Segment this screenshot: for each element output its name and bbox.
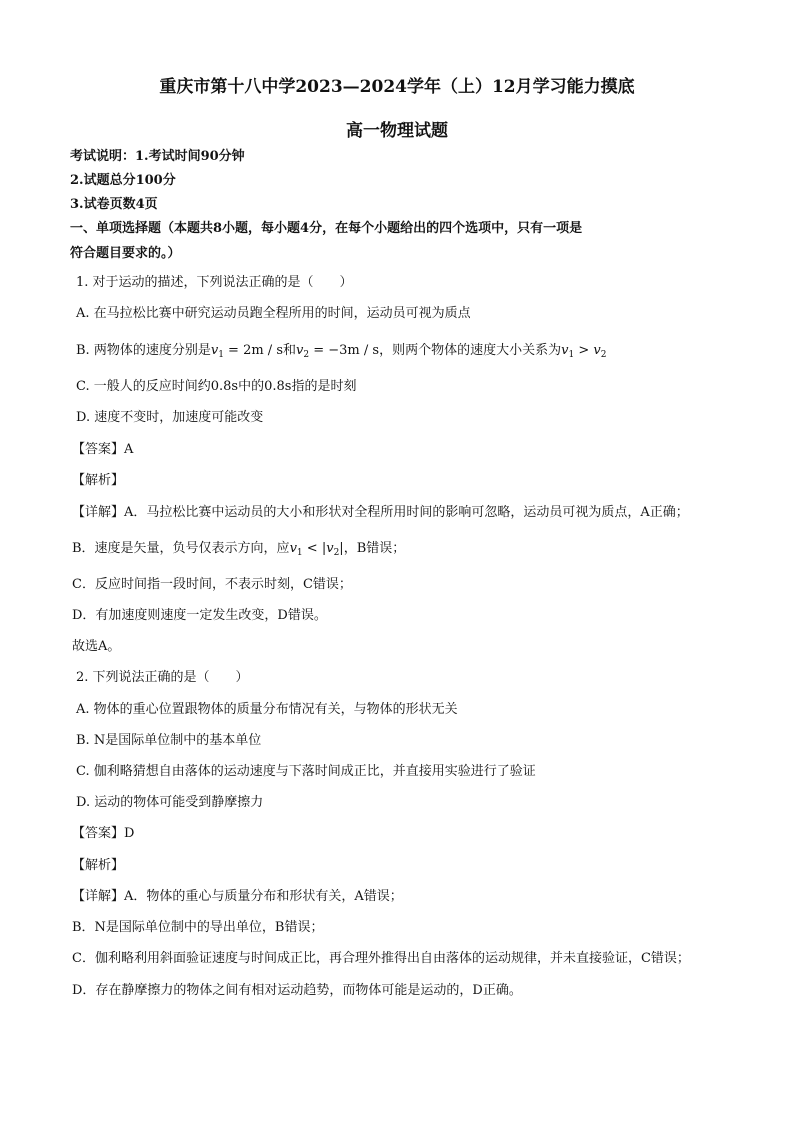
q1-detail-b-close: | [339, 541, 344, 556]
document-title: 重庆市第十八中学2023—2024学年（上）12月学习能力摸底 [159, 77, 635, 97]
section-heading-cont: 符合题目要求的。） [70, 246, 181, 261]
document-subtitle: 高一物理试题 [346, 121, 448, 141]
q1-option-b-v1-value: = 2m / s [223, 343, 283, 358]
q1-detail-b-op: < | [302, 541, 327, 556]
q2-option-b: B. N是国际单位制中的基本单位 [76, 733, 262, 748]
q1-detail-d: D．有加速度则速度一定发生改变，D错误。 [72, 608, 327, 623]
q1-option-b-rel-v2: v [593, 343, 601, 358]
q1-option-b-v2: v [296, 343, 304, 358]
q1-detail-b-v1: v [289, 541, 297, 556]
q1-option-b-rel-sub1: 1 [568, 350, 575, 360]
q1-option-a: A. 在马拉松比赛中研究运动员跑全程所用的时间，运动员可视为质点 [76, 306, 471, 321]
q1-detail-b-post: ，B错误； [343, 541, 406, 556]
q1-conclusion: 故选A。 [72, 639, 121, 654]
q2-detail-c: C．伽利略利用斜面验证速度与时间成正比，再合理外推得出自由落体的运动规律，并未直接验证，C错误； [72, 951, 690, 966]
q1-option-b-rel-op: > [574, 343, 594, 358]
q1-detail-c: C．反应时间指一段时间，不表示时刻，C错误； [72, 577, 352, 592]
q1-option-d: D. 速度不变时，加速度可能改变 [76, 410, 264, 425]
q1-option-b-v1-sub: 1 [218, 350, 224, 360]
q1-option-b-rel-v1: v [561, 343, 569, 358]
q1-answer: 【答案】A [72, 442, 134, 457]
q1-option-b-v2-value: = −3m / s [309, 343, 380, 358]
q2-stem: 2. 下列说法正确的是（ ） [76, 670, 249, 685]
q2-answer: 【答案】D [72, 826, 135, 841]
q1-option-b-post: ，则两个物体的速度大小关系为 [379, 343, 562, 358]
q1-detail-b-v2-sub: 2 [333, 548, 340, 558]
q1-option-b-v1: v [210, 343, 219, 358]
q2-option-a: A. 物体的重心位置跟物体的质量分布情况有关，与物体的形状无关 [76, 702, 458, 717]
q1-detail-b [72, 540, 405, 562]
q1-analysis-label: 【解析】 [72, 473, 125, 488]
q1-option-b-v2-sub: 2 [303, 350, 310, 360]
q2-detail-d: D．存在静摩擦力的物体之间有相对运动趋势，而物体可能是运动的，D正确。 [72, 983, 522, 998]
instruction-pages: 3.试卷页数4页 [70, 197, 158, 212]
q1-option-b-rel-sub2: 2 [600, 350, 607, 360]
q1-detail-b-v1-sub: 1 [296, 548, 303, 558]
q2-option-c: C. 伽利略猜想自由落体的运动速度与下落时间成正比，并直接用实验进行了验证 [76, 764, 536, 779]
q1-option-b-text: B. 两物体的速度分别是 [76, 343, 211, 358]
q2-detail-b: B．N是国际单位制中的导出单位，B错误； [72, 920, 324, 935]
q1-option-b-and: 和 [283, 343, 297, 358]
q1-detail-a: 【详解】A．马拉松比赛中运动员的大小和形状对全程所用时间的影响可忽略，运动员可视为质点，A正确； [72, 505, 689, 520]
q1-detail-b-text: B．速度是矢量，负号仅表示方向，应 [72, 541, 290, 556]
q2-detail-a: 【详解】A．物体的重心与质量分布和形状有关，A错误； [72, 889, 403, 904]
q1-option-b [76, 342, 606, 364]
q2-analysis-label: 【解析】 [72, 858, 125, 873]
instruction-time: 考试说明：1.考试时间90分钟 [70, 149, 245, 164]
instruction-score: 2.试题总分100分 [70, 173, 176, 188]
q1-option-c: C. 一般人的反应时间约0.8s中的0.8s指的是时刻 [76, 379, 357, 394]
q1-stem: 1. 对于运动的描述，下列说法正确的是（ ） [76, 275, 353, 290]
section-heading: 一、单项选择题（本题共8小题，每小题4分，在每个小题给出的四个选项中，只有一项是 [70, 221, 583, 236]
q2-option-d: D. 运动的物体可能受到静摩擦力 [76, 795, 264, 810]
q1-detail-b-v2: v [326, 541, 334, 556]
